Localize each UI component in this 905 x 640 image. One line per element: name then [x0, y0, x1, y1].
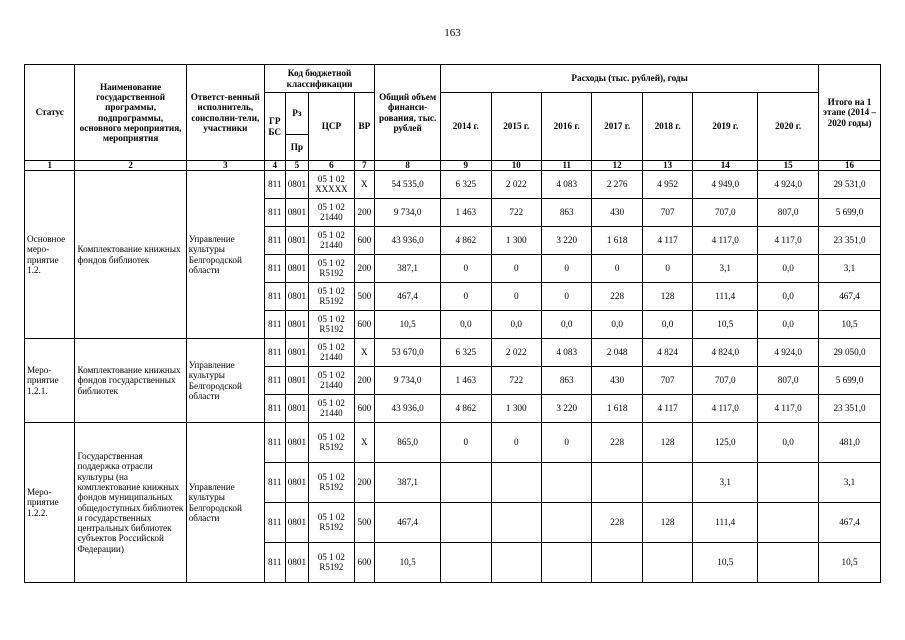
grbs-cell: 811 [264, 199, 285, 227]
rzpr-cell: 0801 [285, 199, 309, 227]
grbs-cell: 811 [264, 367, 285, 395]
year-2016-cell: 863 [541, 367, 591, 395]
header-year-2014: 2014 г. [441, 93, 491, 161]
csr-cell: 05 1 02 R5192 [309, 255, 354, 283]
year-2019-cell: 4 117,0 [693, 227, 758, 255]
year-2014-cell: 6 325 [441, 171, 491, 199]
rzpr-cell: 0801 [285, 543, 309, 583]
year-2017-cell: 1 618 [592, 395, 642, 423]
csr-cell: 05 1 02 R5192 [309, 311, 354, 339]
year-2018-cell: 707 [642, 199, 692, 227]
year-2016-cell: 3 220 [541, 227, 591, 255]
name-cell: Государственная поддержка отрасли культуры (на комплектование книжных фондов муниципальных общедоступных библиотек и государственных центральных библиотек субъектов Российской Федерации) [75, 423, 186, 583]
header-csr: ЦСР [309, 93, 354, 161]
stage-total-cell: 5 699,0 [819, 199, 881, 227]
rzpr-cell: 0801 [285, 311, 309, 339]
vr-cell: 600 [354, 311, 375, 339]
csr-cell: 05 1 02 21440 [309, 367, 354, 395]
responsible-cell: Управление культуры Белгородской области [186, 171, 264, 339]
year-2015-cell: 0,0 [491, 311, 541, 339]
year-2014-cell: 0 [441, 255, 491, 283]
year-2017-cell: 1 618 [592, 227, 642, 255]
header-vr: ВР [354, 93, 375, 161]
year-2016-cell [541, 503, 591, 543]
total-cell: 387,1 [375, 255, 441, 283]
total-cell: 865,0 [375, 423, 441, 463]
total-cell: 53 670,0 [375, 339, 441, 367]
header-year-2016: 2016 г. [541, 93, 591, 161]
vr-cell: X [354, 339, 375, 367]
csr-cell: 05 1 02 R5192 [309, 543, 354, 583]
year-2016-cell: 4 083 [541, 339, 591, 367]
csr-cell: 05 1 02 21440 [309, 227, 354, 255]
year-2014-cell: 1 463 [441, 367, 491, 395]
year-2020-cell: 0,0 [758, 423, 819, 463]
vr-cell: 200 [354, 367, 375, 395]
year-2014-cell: 1 463 [441, 199, 491, 227]
rzpr-cell: 0801 [285, 227, 309, 255]
grbs-cell: 811 [264, 463, 285, 503]
column-number: 10 [491, 161, 541, 171]
header-rz: Рз [285, 93, 309, 135]
vr-cell: 200 [354, 199, 375, 227]
vr-cell: 600 [354, 227, 375, 255]
vr-cell: 500 [354, 503, 375, 543]
year-2020-cell: 4 924,0 [758, 339, 819, 367]
year-2015-cell: 1 300 [491, 395, 541, 423]
name-cell: Комплектование книжных фондов государственных библиотек [75, 339, 186, 423]
year-2020-cell: 0,0 [758, 311, 819, 339]
header-year-2017: 2017 г. [592, 93, 642, 161]
year-2016-cell: 0 [541, 423, 591, 463]
year-2017-cell: 2 048 [592, 339, 642, 367]
stage-total-cell: 481,0 [819, 423, 881, 463]
name-cell: Комплектование книжных фондов библиотек [75, 171, 186, 339]
total-cell: 10,5 [375, 311, 441, 339]
year-2015-cell [491, 503, 541, 543]
year-2017-cell [592, 463, 642, 503]
year-2015-cell: 722 [491, 199, 541, 227]
header-pr: Пр [285, 135, 309, 161]
column-number: 15 [758, 161, 819, 171]
year-2016-cell [541, 543, 591, 583]
year-2018-cell: 4 117 [642, 395, 692, 423]
total-cell: 467,4 [375, 503, 441, 543]
year-2016-cell: 863 [541, 199, 591, 227]
year-2018-cell: 128 [642, 423, 692, 463]
year-2016-cell: 4 083 [541, 171, 591, 199]
year-2019-cell: 10,5 [693, 311, 758, 339]
grbs-cell: 811 [264, 283, 285, 311]
header-year-2019: 2019 г. [693, 93, 758, 161]
year-2017-cell: 430 [592, 199, 642, 227]
stage-total-cell: 5 699,0 [819, 367, 881, 395]
year-2017-cell: 430 [592, 367, 642, 395]
csr-cell: 05 1 02 XXXXX [309, 171, 354, 199]
year-2019-cell: 4 117,0 [693, 395, 758, 423]
total-cell: 10,5 [375, 543, 441, 583]
header-expenses: Расходы (тыс. рублей), годы [441, 65, 819, 93]
year-2015-cell: 0 [491, 255, 541, 283]
column-number: 5 [285, 161, 309, 171]
column-number: 9 [441, 161, 491, 171]
stage-total-cell: 467,4 [819, 283, 881, 311]
year-2019-cell: 4 824,0 [693, 339, 758, 367]
year-2015-cell: 2 022 [491, 171, 541, 199]
rzpr-cell: 0801 [285, 367, 309, 395]
rzpr-cell: 0801 [285, 463, 309, 503]
stage-total-cell: 10,5 [819, 543, 881, 583]
table-row [25, 423, 881, 463]
year-2019-cell: 4 949,0 [693, 171, 758, 199]
year-2016-cell: 0 [541, 255, 591, 283]
year-2016-cell: 3 220 [541, 395, 591, 423]
rzpr-cell: 0801 [285, 395, 309, 423]
year-2020-cell: 0,0 [758, 255, 819, 283]
column-number: 6 [309, 161, 354, 171]
csr-cell: 05 1 02 21440 [309, 395, 354, 423]
header-grbs: ГР БС [264, 93, 285, 161]
budget-table [24, 64, 881, 583]
column-number: 3 [186, 161, 264, 171]
csr-cell: 05 1 02 R5192 [309, 463, 354, 503]
year-2018-cell: 128 [642, 503, 692, 543]
year-2020-cell: 4 117,0 [758, 227, 819, 255]
year-2014-cell [441, 543, 491, 583]
table-row [25, 171, 881, 199]
year-2015-cell: 2 022 [491, 339, 541, 367]
year-2017-cell: 2 276 [592, 171, 642, 199]
header-year-2020: 2020 г. [758, 93, 819, 161]
year-2018-cell: 707 [642, 367, 692, 395]
stage-total-cell: 3,1 [819, 255, 881, 283]
total-cell: 387,1 [375, 463, 441, 503]
total-cell: 9 734,0 [375, 367, 441, 395]
year-2017-cell: 0 [592, 255, 642, 283]
year-2018-cell: 4 824 [642, 339, 692, 367]
year-2015-cell [491, 543, 541, 583]
header-name: Наименование государственной программы, подпрограммы, основного мероприятия, мероприятия [75, 65, 186, 161]
year-2018-cell [642, 463, 692, 503]
year-2017-cell: 228 [592, 283, 642, 311]
rzpr-cell: 0801 [285, 423, 309, 463]
year-2018-cell: 0,0 [642, 311, 692, 339]
header-budget-code: Код бюджетной классификации [264, 65, 374, 93]
year-2019-cell: 111,4 [693, 283, 758, 311]
header-year-2018: 2018 г. [642, 93, 692, 161]
year-2016-cell: 0,0 [541, 311, 591, 339]
stage-total-cell: 10,5 [819, 311, 881, 339]
status-cell: Меро-приятие 1.2.2. [25, 423, 75, 583]
rzpr-cell: 0801 [285, 171, 309, 199]
stage-total-cell: 29 531,0 [819, 171, 881, 199]
status-cell: Основное меро-приятие 1.2. [25, 171, 75, 339]
year-2014-cell: 0 [441, 283, 491, 311]
vr-cell: 600 [354, 395, 375, 423]
grbs-cell: 811 [264, 311, 285, 339]
year-2020-cell: 807,0 [758, 367, 819, 395]
year-2014-cell: 4 862 [441, 395, 491, 423]
grbs-cell: 811 [264, 423, 285, 463]
grbs-cell: 811 [264, 395, 285, 423]
csr-cell: 05 1 02 R5192 [309, 423, 354, 463]
stage-total-cell: 23 351,0 [819, 395, 881, 423]
year-2014-cell: 4 862 [441, 227, 491, 255]
vr-cell: 200 [354, 255, 375, 283]
csr-cell: 05 1 02 R5192 [309, 283, 354, 311]
stage-total-cell: 3,1 [819, 463, 881, 503]
year-2015-cell: 722 [491, 367, 541, 395]
rzpr-cell: 0801 [285, 255, 309, 283]
table-row [25, 339, 881, 367]
year-2014-cell: 6 325 [441, 339, 491, 367]
total-cell: 43 936,0 [375, 227, 441, 255]
header-status: Статус [25, 65, 75, 161]
year-2020-cell [758, 503, 819, 543]
header-stage-total: Итого на 1 этапе (2014 – 2020 годы) [819, 65, 881, 161]
year-2014-cell: 0,0 [441, 311, 491, 339]
year-2019-cell: 707,0 [693, 199, 758, 227]
year-2020-cell: 4 924,0 [758, 171, 819, 199]
year-2018-cell: 4 117 [642, 227, 692, 255]
year-2019-cell: 3,1 [693, 255, 758, 283]
year-2017-cell [592, 543, 642, 583]
year-2014-cell: 0 [441, 423, 491, 463]
year-2020-cell: 0,0 [758, 283, 819, 311]
column-number: 14 [693, 161, 758, 171]
year-2019-cell: 111,4 [693, 503, 758, 543]
status-cell: Меро-приятие 1.2.1. [25, 339, 75, 423]
page-number: 163 [444, 27, 461, 39]
year-2018-cell: 128 [642, 283, 692, 311]
year-2019-cell: 10,5 [693, 543, 758, 583]
column-number: 1 [25, 161, 75, 171]
csr-cell: 05 1 02 21440 [309, 199, 354, 227]
year-2015-cell [491, 463, 541, 503]
stage-total-cell: 23 351,0 [819, 227, 881, 255]
year-2017-cell: 0,0 [592, 311, 642, 339]
vr-cell: 500 [354, 283, 375, 311]
year-2018-cell: 4 952 [642, 171, 692, 199]
year-2020-cell: 807,0 [758, 199, 819, 227]
header-year-2015: 2015 г. [491, 93, 541, 161]
year-2018-cell [642, 543, 692, 583]
year-2017-cell: 228 [592, 423, 642, 463]
header-responsible: Ответст-венный исполнитель, соисполни-тели, участники [186, 65, 264, 161]
grbs-cell: 811 [264, 543, 285, 583]
column-number: 12 [592, 161, 642, 171]
vr-cell: 200 [354, 463, 375, 503]
vr-cell: 600 [354, 543, 375, 583]
year-2015-cell: 0 [491, 283, 541, 311]
rzpr-cell: 0801 [285, 503, 309, 543]
year-2018-cell: 0 [642, 255, 692, 283]
header-total-volume: Общий объем финанси-рования, тыс. рублей [375, 65, 441, 161]
year-2016-cell: 0 [541, 283, 591, 311]
column-number: 8 [375, 161, 441, 171]
total-cell: 43 936,0 [375, 395, 441, 423]
column-number: 11 [541, 161, 591, 171]
grbs-cell: 811 [264, 255, 285, 283]
year-2019-cell: 707,0 [693, 367, 758, 395]
year-2019-cell: 3,1 [693, 463, 758, 503]
grbs-cell: 811 [264, 339, 285, 367]
year-2014-cell [441, 463, 491, 503]
year-2019-cell: 125,0 [693, 423, 758, 463]
year-2017-cell: 228 [592, 503, 642, 543]
total-cell: 54 535,0 [375, 171, 441, 199]
column-number: 13 [642, 161, 692, 171]
grbs-cell: 811 [264, 171, 285, 199]
column-number: 2 [75, 161, 186, 171]
vr-cell: X [354, 171, 375, 199]
total-cell: 467,4 [375, 283, 441, 311]
year-2015-cell: 0 [491, 423, 541, 463]
year-2014-cell [441, 503, 491, 543]
column-number: 16 [819, 161, 881, 171]
column-number: 7 [354, 161, 375, 171]
year-2020-cell [758, 463, 819, 503]
column-number: 4 [264, 161, 285, 171]
csr-cell: 05 1 02 21440 [309, 339, 354, 367]
year-2016-cell [541, 463, 591, 503]
csr-cell: 05 1 02 R5192 [309, 503, 354, 543]
grbs-cell: 811 [264, 503, 285, 543]
year-2020-cell: 4 117,0 [758, 395, 819, 423]
rzpr-cell: 0801 [285, 339, 309, 367]
year-2015-cell: 1 300 [491, 227, 541, 255]
responsible-cell: Управление культуры Белгородской области [186, 339, 264, 423]
stage-total-cell: 29 050,0 [819, 339, 881, 367]
table-body [25, 171, 881, 583]
year-2020-cell [758, 543, 819, 583]
total-cell: 9 734,0 [375, 199, 441, 227]
rzpr-cell: 0801 [285, 283, 309, 311]
vr-cell: X [354, 423, 375, 463]
responsible-cell: Управление культуры Белгородской области [186, 423, 264, 583]
stage-total-cell: 467,4 [819, 503, 881, 543]
grbs-cell: 811 [264, 227, 285, 255]
